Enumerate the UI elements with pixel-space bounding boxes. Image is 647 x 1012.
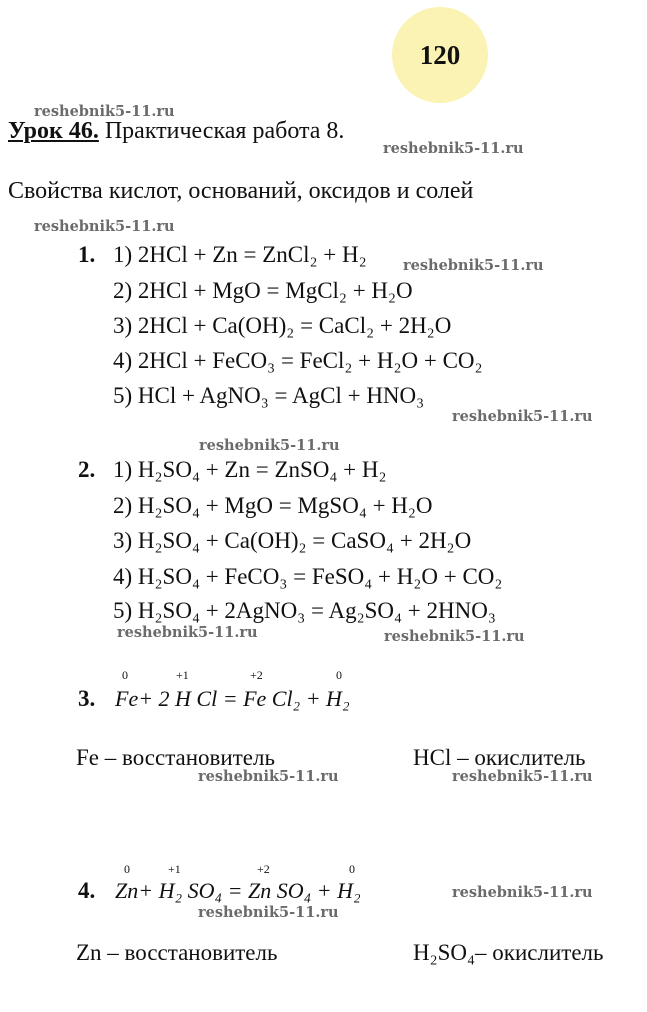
equation: 2) 2HCl + MgO = MgCl₂ + H₂O	[113, 278, 413, 303]
oxidation-state: +2	[250, 668, 263, 682]
lesson-title: Практическая работа 8.	[104, 118, 345, 144]
page-number-badge	[392, 7, 488, 103]
watermark: reshebnik5-11.ru	[199, 437, 340, 454]
equation: 3) H₂SO₄ + Ca(OH)₂ = CaSO₄ + 2H₂O	[113, 528, 472, 553]
oxidation-state: +1	[168, 862, 181, 876]
subtitle: Свойства кислот, оснований, оксидов и солей	[8, 178, 474, 204]
lesson-heading	[8, 118, 344, 145]
watermark: reshebnik5-11.ru	[383, 140, 524, 157]
watermark: reshebnik5-11.ru	[198, 904, 339, 921]
equation: 5) HCl + AgNO₃ = AgCl + HNO₃	[113, 383, 425, 408]
watermark: reshebnik5-11.ru	[384, 628, 525, 645]
watermark: reshebnik5-11.ru	[452, 884, 593, 901]
watermark: reshebnik5-11.ru	[452, 408, 593, 425]
watermark: reshebnik5-11.ru	[34, 218, 175, 235]
equation: 3) 2HCl + Ca(OH)₂ = CaCl₂ + 2H₂O	[113, 313, 452, 338]
redox-equation: Fe+ 2 H Cl = Fe Cl₂ + H₂	[115, 686, 350, 711]
lesson-label: Урок 46.	[8, 118, 99, 144]
redox-equation: Zn+ H₂ SO₄ = Zn SO₄ + H₂	[115, 878, 361, 903]
equation: 5) H₂SO₄ + 2AgNO₃ = Ag₂SO₄ + 2HNO₃	[113, 598, 496, 623]
oxidizer-label: HCl – окислитель	[413, 745, 586, 770]
oxidation-state: 0	[122, 668, 128, 682]
reducer-label: Zn – восстановитель	[76, 940, 278, 965]
oxidation-state: 0	[349, 862, 355, 876]
equation: 1) H₂SO₄ + Zn = ZnSO₄ + H₂	[113, 457, 387, 482]
oxidation-state: 0	[124, 862, 130, 876]
watermark: reshebnik5-11.ru	[403, 257, 544, 274]
oxidizer-label: H₂SO₄– окислитель	[413, 940, 604, 965]
equation: 4) 2HCl + FeCO₃ = FeCl₂ + H₂O + CO₂	[113, 348, 483, 373]
oxidation-state: 0	[336, 668, 342, 682]
page-number: 120	[419, 39, 461, 70]
watermark: reshebnik5-11.ru	[34, 103, 175, 120]
task-number: 3.	[78, 686, 96, 711]
oxidation-state: +2	[257, 862, 270, 876]
watermark: reshebnik5-11.ru	[452, 768, 593, 785]
equation: 4) H₂SO₄ + FeCO₃ = FeSO₄ + H₂O + CO₂	[113, 564, 503, 589]
equation: 2) H₂SO₄ + MgO = MgSO₄ + H₂O	[113, 493, 433, 518]
task-number: 4.	[78, 878, 96, 903]
task-number: 1.	[78, 242, 96, 267]
watermark: reshebnik5-11.ru	[198, 768, 339, 785]
oxidation-state: +1	[176, 668, 189, 682]
reducer-label: Fe – восстановитель	[76, 745, 275, 770]
equation: 1) 2HCl + Zn = ZnCl₂ + H₂	[113, 242, 367, 267]
watermark: reshebnik5-11.ru	[117, 624, 258, 641]
task-number: 2.	[78, 457, 96, 482]
